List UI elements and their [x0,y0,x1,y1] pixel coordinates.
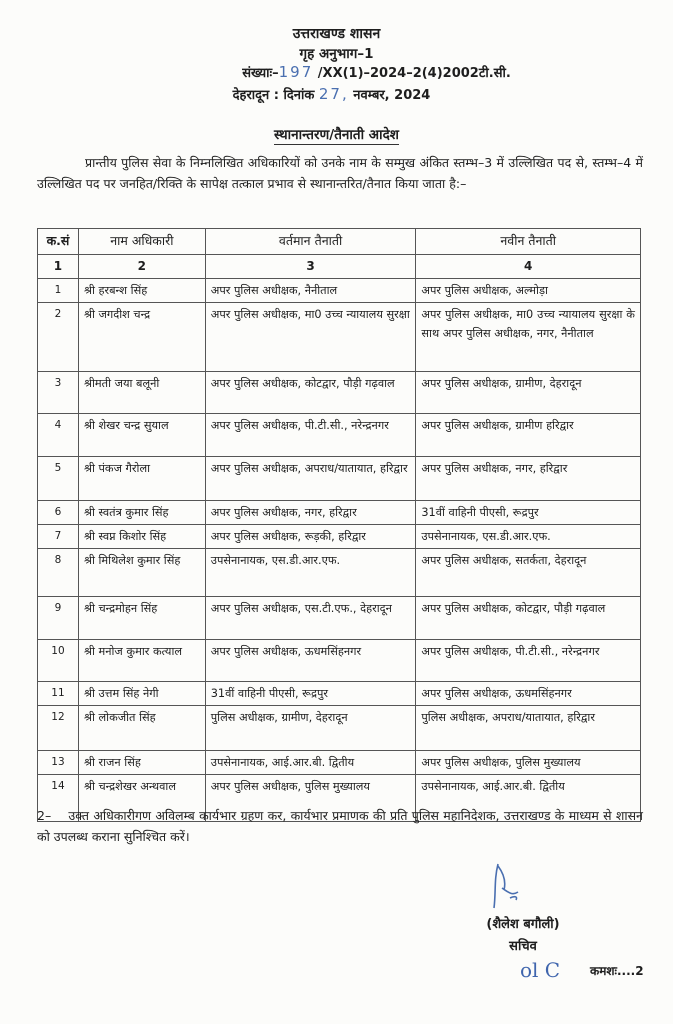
order-date [0,85,668,103]
serial-number: 1 [38,279,79,303]
table-row [38,549,641,597]
intro-paragraph: प्रान्तीय पुलिस सेवा के निम्नलिखित अधिकारियों को उनके नाम के सम्मुख अंकित स्तम्भ–3 में उल्लिखित पद से, स्तम्भ–4 में उल्लिखित पद पर जनहित/रिक्ति के सापेक्ष तत्काल प्रभाव से स्थानान्तरित/तैनात किया जाता है:– [37,155,643,191]
new-posting: 31वीं वाहिनी पीएसी, रूद्रपुर [416,501,641,525]
table-row [38,501,641,525]
order-number [40,63,673,81]
table-row [38,525,641,549]
new-posting: अपर पुलिस अधीक्षक, ऊधमसिंहनगर [416,682,641,706]
new-posting: अपर पुलिस अधीक्षक, ग्रामीण, देहरादून [416,372,641,414]
serial-number: 10 [38,640,79,682]
signatory-designation: सचिव [509,939,537,954]
table-row [38,706,641,751]
officer-name: श्री हरबन्श सिंह [78,279,205,303]
table-row [38,597,641,640]
current-posting: पुलिस अधीक्षक, ग्रामीण, देहरादून [205,706,416,751]
current-posting: उपसेनानायक, एस.डी.आर.एफ. [205,549,416,597]
date-prefix: देहरादून : दिनांक [232,88,319,103]
table-row [38,372,641,414]
new-posting: पुलिस अधीक्षक, अपराध/यातायात, हरिद्वार [416,706,641,751]
officer-name: श्री मिथिलेश कुमार सिंह [78,549,205,597]
serial-number: 9 [38,597,79,640]
column-number: 1 [38,255,79,279]
current-posting: अपर पुलिस अधीक्षक, पी.टी.सी., नरेन्द्रनगर [205,414,416,457]
closing-paragraph: 2– उक्त अधिकारीगण अविलम्ब कार्यभार ग्रहण कर, कार्यभार प्रमाणक की प्रति पुलिस महानिदेशक, उत्तराखण्ड के माध्यम से शासन को उपलब्ध कराना सुनिश्चित करें। [37,808,647,844]
continuation-note: कमशः....2 [590,964,644,978]
officer-name: श्री पंकज गैरोला [78,457,205,501]
current-posting: अपर पुलिस अधीक्षक, नैनीताल [205,279,416,303]
officer-name: श्री चन्द्रमोहन सिंह [78,597,205,640]
header-current: वर्तमान तैनाती [205,229,416,255]
handwritten-date: 27, [318,85,349,103]
officer-name: श्री शेखर चन्द्र सुयाल [78,414,205,457]
new-posting: अपर पुलिस अधीक्षक, कोटद्वार, पौड़ी गढ़वाल [416,597,641,640]
current-posting: 31वीं वाहिनी पीएसी, रूद्रपुर [205,682,416,706]
signature-icon [480,862,540,912]
table-row [38,279,641,303]
new-posting: उपसेनानायक, एस.डी.आर.एफ. [416,525,641,549]
table-row [38,303,641,372]
new-posting: अपर पुलिस अधीक्षक, सतर्कता, देहरादून [416,549,641,597]
officer-name: श्री उत्तम सिंह नेगी [78,682,205,706]
number-prefix: संख्याः– [242,66,279,81]
officer-name: श्री जगदीश चन्द्र [78,303,205,372]
table-row [38,414,641,457]
serial-number: 4 [38,414,79,457]
date-suffix: नवम्बर, 2024 [348,88,431,103]
transfer-table [37,228,641,822]
officer-name: श्री स्वतंत्र कुमार सिंह [78,501,205,525]
table-row [38,682,641,706]
number-suffix: /XX(1)–2024–2(4)2002टी.सी. [313,66,511,81]
header-name: नाम अधिकारी [78,229,205,255]
officer-name: श्री स्वप्न किशोर सिंह [78,525,205,549]
serial-number: 12 [38,706,79,751]
serial-number: 5 [38,457,79,501]
new-posting: अपर पुलिस अधीक्षक, मा0 उच्च न्यायालय सुरक्षा के साथ अपर पुलिस अधीक्षक, नगर, नैनीताल [416,303,641,372]
officer-name: श्री मनोज कुमार कत्याल [78,640,205,682]
column-number: 3 [205,255,416,279]
serial-number: 8 [38,549,79,597]
column-number: 2 [78,255,205,279]
order-title: स्थानान्तरण/तैनाती आदेश [274,127,399,143]
serial-number: 14 [38,775,79,822]
header-new: नवीन तैनाती [416,229,641,255]
current-posting: अपर पुलिस अधीक्षक, एस.टी.एफ., देहरादून [205,597,416,640]
signatory-name: (शैलेश बगौली) [486,917,560,932]
section-heading: गृह अनुभाग–1 [299,46,374,62]
table-row [38,457,641,501]
government-heading: उत्तराखण्ड शासन [292,26,381,42]
table-row [38,640,641,682]
new-posting: अपर पुलिस अधीक्षक, ग्रामीण हरिद्वार [416,414,641,457]
serial-number: 3 [38,372,79,414]
officer-name: श्री लोकजीत सिंह [78,706,205,751]
header-sn: क.सं [38,229,79,255]
table-header-row [38,229,641,255]
column-number-row [38,255,641,279]
officer-name: श्रीमती जया बलूनी [78,372,205,414]
new-posting: अपर पुलिस अधीक्षक, पुलिस मुख्यालय [416,751,641,775]
serial-number: 2 [38,303,79,372]
handwritten-initials: ol C [520,958,561,982]
new-posting: अपर पुलिस अधीक्षक, नगर, हरिद्वार [416,457,641,501]
serial-number: 13 [38,751,79,775]
serial-number: 7 [38,525,79,549]
current-posting: अपर पुलिस अधीक्षक, अपराध/यातायात, हरिद्वार [205,457,416,501]
current-posting: अपर पुलिस अधीक्षक, नगर, हरिद्वार [205,501,416,525]
table-row [38,751,641,775]
current-posting: अपर पुलिस अधीक्षक, मा0 उच्च न्यायालय सुरक्षा [205,303,416,372]
new-posting: उपसेनानायक, आई.आर.बी. द्वितीय [416,775,641,822]
serial-number: 11 [38,682,79,706]
officer-name: श्री राजन सिंह [78,751,205,775]
handwritten-number: 197 [278,63,314,81]
new-posting: अपर पुलिस अधीक्षक, पी.टी.सी., नरेन्द्रनगर [416,640,641,682]
current-posting: अपर पुलिस अधीक्षक, ऊधमसिंहनगर [205,640,416,682]
current-posting: उपसेनानायक, आई.आर.बी. द्वितीय [205,751,416,775]
current-posting: अपर पुलिस अधीक्षक, रूड़की, हरिद्वार [205,525,416,549]
new-posting: अपर पुलिस अधीक्षक, अल्मोड़ा [416,279,641,303]
officer-name: श्री चन्द्रशेखर अन्थवाल [78,775,205,822]
serial-number: 6 [38,501,79,525]
column-number: 4 [416,255,641,279]
current-posting: अपर पुलिस अधीक्षक, पुलिस मुख्यालय [205,775,416,822]
current-posting: अपर पुलिस अधीक्षक, कोटद्वार, पौड़ी गढ़वाल [205,372,416,414]
